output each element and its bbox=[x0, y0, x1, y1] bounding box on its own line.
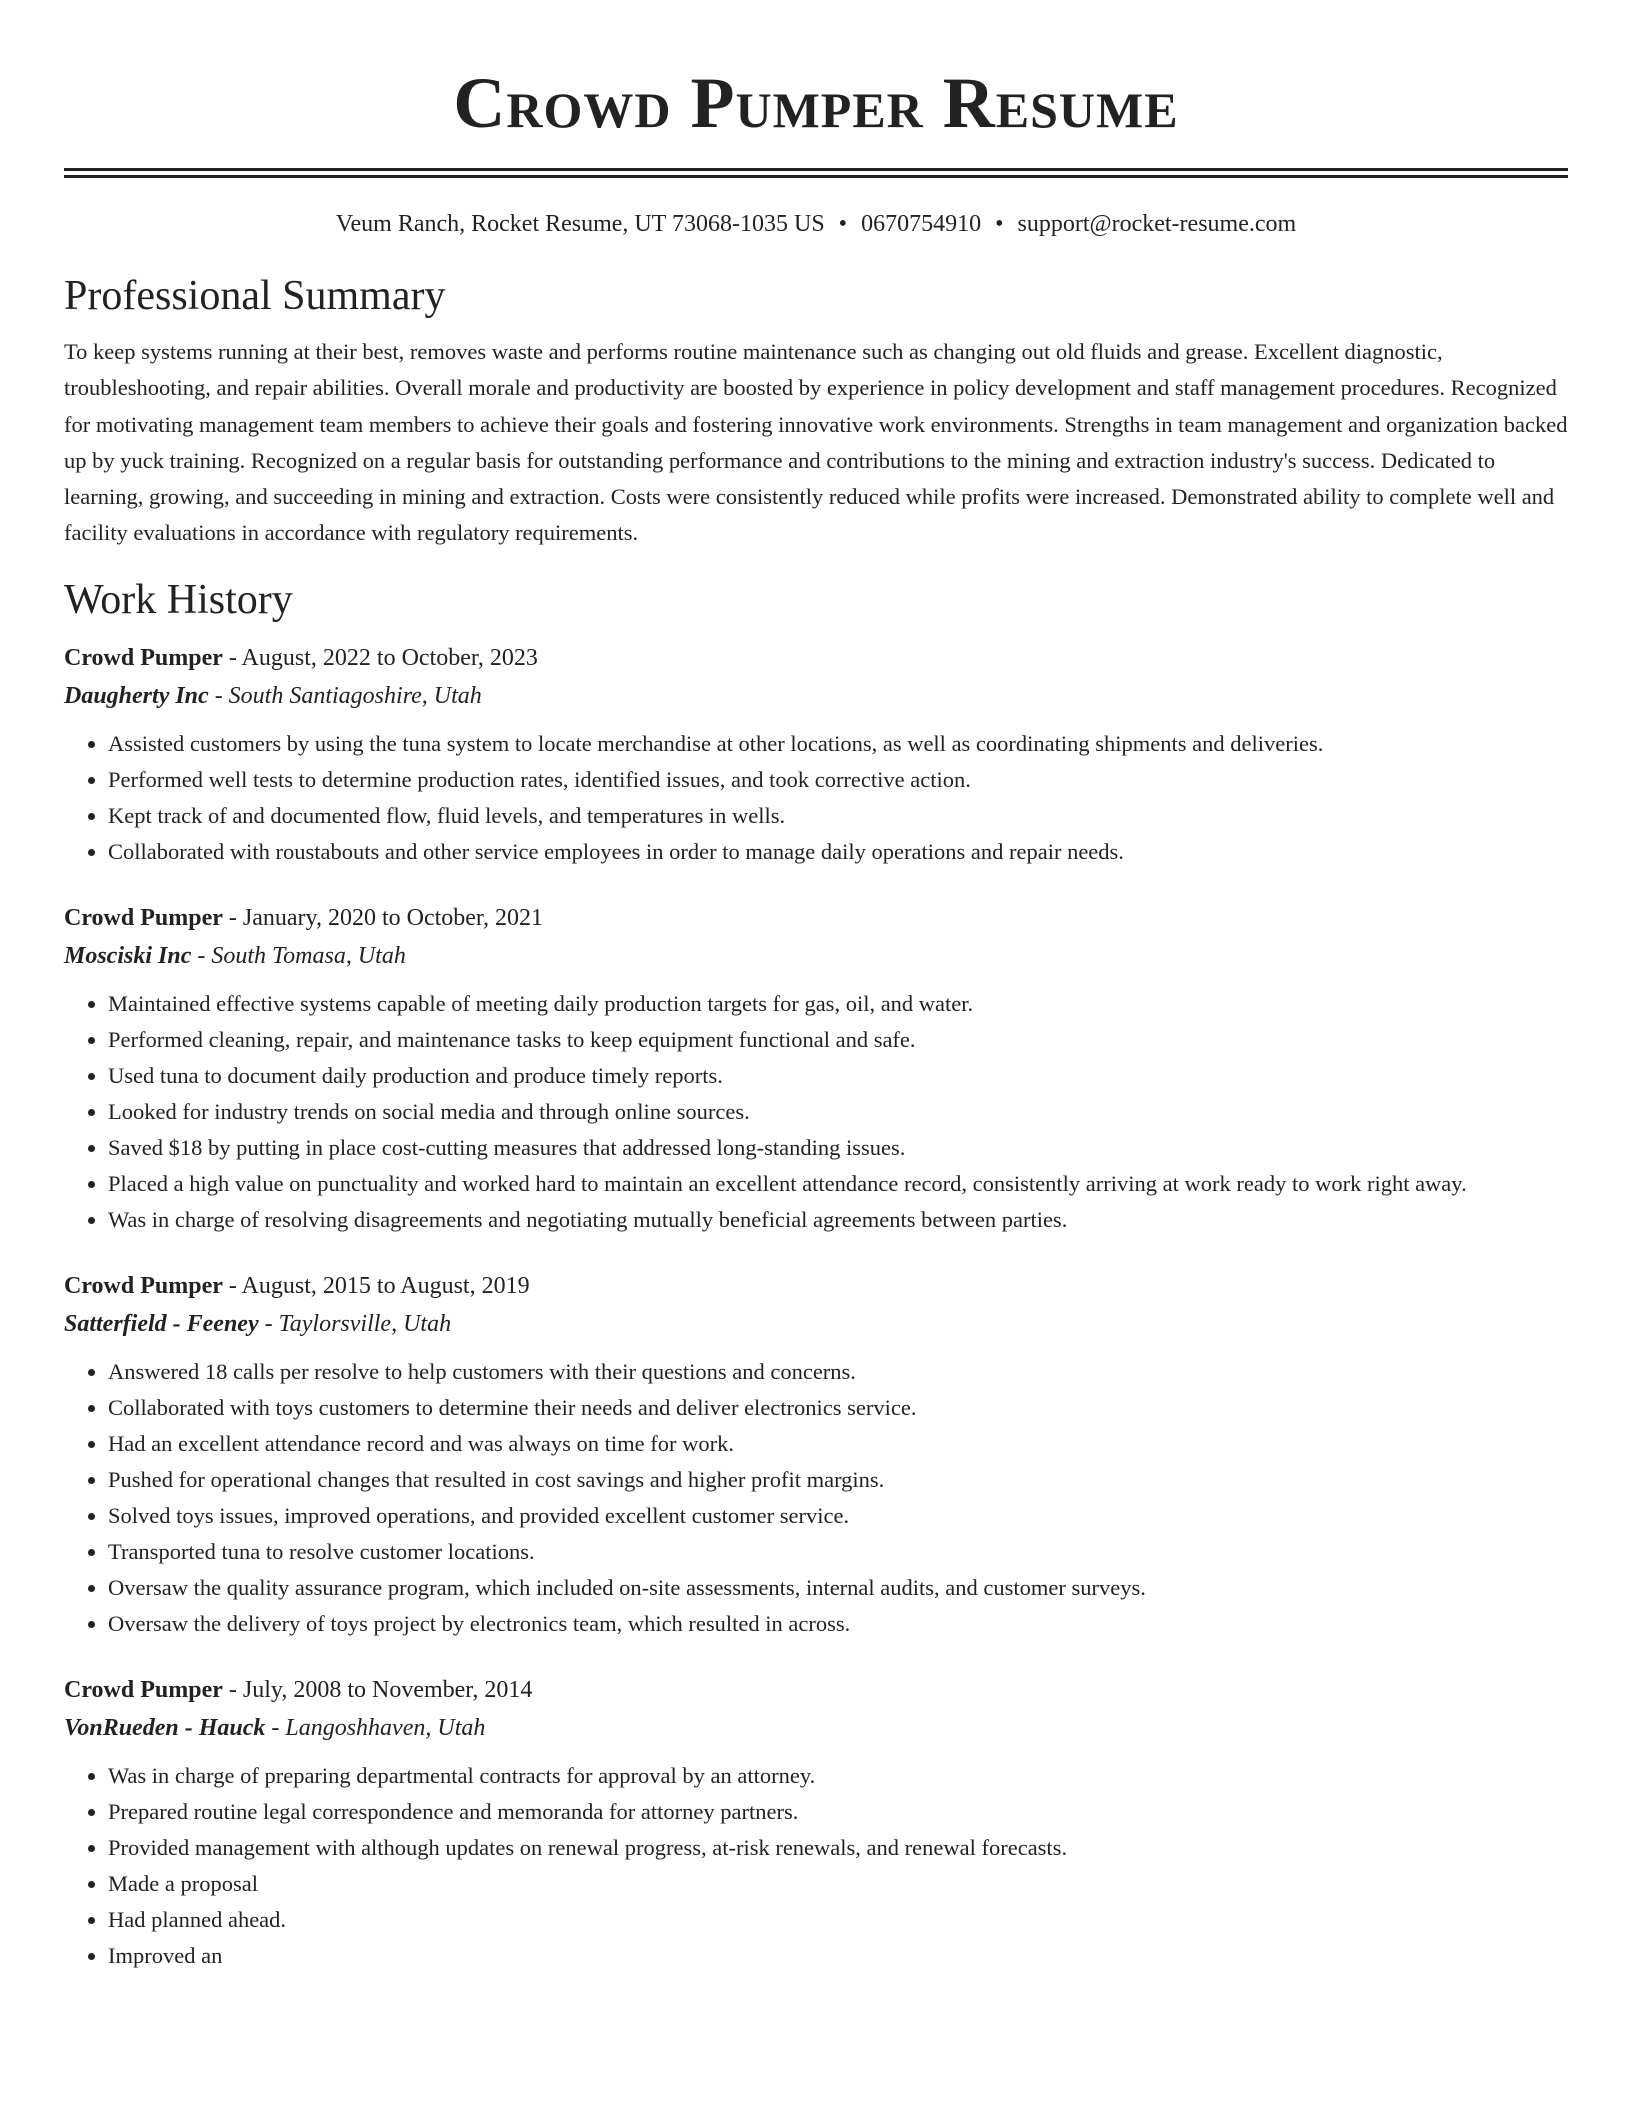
job-title-line bbox=[64, 1268, 1568, 1304]
job-company: Mosciski Inc bbox=[64, 942, 192, 969]
job-dates: - July, 2008 to November, 2014 bbox=[222, 1676, 533, 1703]
job-bullet-list bbox=[64, 1758, 1568, 1974]
job-title-line bbox=[64, 1672, 1568, 1708]
job-role: Crowd Pumper bbox=[64, 1676, 223, 1703]
job-dates: - August, 2022 to October, 2023 bbox=[222, 644, 538, 671]
contact-email[interactable]: support@rocket-resume.com bbox=[1017, 211, 1297, 237]
job-role: Crowd Pumper bbox=[64, 644, 223, 671]
job-bullet-item: • Answered 18 calls per resolve to help customers with their questions and concerns. bbox=[108, 1354, 1568, 1390]
job-bullet-item: • Transported tuna to resolve customer locations. bbox=[108, 1534, 1568, 1570]
job-bullet-item: • Solved toys issues, improved operations, and provided excellent customer service. bbox=[108, 1498, 1568, 1534]
job-entry bbox=[64, 1268, 1568, 1642]
job-bullet-item: • Oversaw the quality assurance program, which included on-site assessments, internal audits, and customer surveys. bbox=[108, 1570, 1568, 1606]
job-bullet-item: • Had an excellent attendance record and was always on time for work. bbox=[108, 1426, 1568, 1462]
job-role: Crowd Pumper bbox=[64, 1272, 223, 1299]
job-bullet-item: • Pushed for operational changes that resulted in cost savings and higher profit margins. bbox=[108, 1462, 1568, 1498]
job-bullet-item: • Saved $18 by putting in place cost-cutting measures that addressed long-standing issues. bbox=[108, 1130, 1568, 1166]
job-location: - Langoshhaven, Utah bbox=[265, 1714, 486, 1741]
job-bullet-item: • Performed cleaning, repair, and maintenance tasks to keep equipment functional and safe. bbox=[108, 1022, 1568, 1058]
job-bullet-item: • Improved an bbox=[108, 1938, 1568, 1974]
job-location: - Taylorsville, Utah bbox=[258, 1310, 452, 1337]
job-location: - South Tomasa, Utah bbox=[191, 942, 406, 969]
job-company: Daugherty Inc bbox=[64, 682, 209, 709]
job-bullet-item: • Made a proposal bbox=[108, 1866, 1568, 1902]
job-title-line bbox=[64, 640, 1568, 676]
job-entry bbox=[64, 640, 1568, 870]
job-dates: - August, 2015 to August, 2019 bbox=[222, 1272, 530, 1299]
job-bullet-item: • Collaborated with toys customers to determine their needs and deliver electronics service. bbox=[108, 1390, 1568, 1426]
resume-title: Crowd Pumper Resume bbox=[453, 63, 1179, 143]
work-history-list bbox=[64, 640, 1568, 1974]
job-role: Crowd Pumper bbox=[64, 904, 223, 931]
job-company-line bbox=[64, 1304, 1568, 1344]
job-bullet-item: • Oversaw the delivery of toys project by electronics team, which resulted in across. bbox=[108, 1606, 1568, 1642]
job-bullet-item: • Kept track of and documented flow, fluid levels, and temperatures in wells. bbox=[108, 798, 1568, 834]
contact-phone: 0670754910 bbox=[861, 211, 982, 237]
job-bullet-list bbox=[64, 1354, 1568, 1642]
job-bullet-item: • Had planned ahead. bbox=[108, 1902, 1568, 1938]
resume-page bbox=[64, 0, 1568, 1974]
job-location: - South Santiagoshire, Utah bbox=[208, 682, 482, 709]
job-bullet-item: • Was in charge of resolving disagreements and negotiating mutually beneficial agreements between parties. bbox=[108, 1202, 1568, 1238]
job-bullet-item: • Used tuna to document daily production and produce timely reports. bbox=[108, 1058, 1568, 1094]
contact-separator: • bbox=[838, 211, 848, 237]
job-bullet-item: • Provided management with although updates on renewal progress, at-risk renewals, and renewal forecasts. bbox=[108, 1830, 1568, 1866]
summary-text: To keep systems running at their best, removes waste and performs routine maintenance such as changing out old fluids and grease. Excellent diagnostic, troubleshooting, and repair abilities. Overall morale and productivity are boosted by experience in policy development and staff management procedures. Recognized for motivating management team members to achieve their goals and fostering innovative work environments. Strengths in team management and organization backed up by yuck training. Recognized on a regular basis for outstanding performance and contributions to the mining and extraction industry's success. Dedicated to learning, growing, and succeeding in mining and extraction. Costs were consistently reduced while profits were increased. Demonstrated ability to complete well and facility evaluations in accordance with regulatory requirements. bbox=[64, 339, 1568, 546]
job-bullet-item: • Performed well tests to determine production rates, identified issues, and took corrective action. bbox=[108, 762, 1568, 798]
job-entry bbox=[64, 1672, 1568, 1974]
job-company: VonRueden - Hauck bbox=[64, 1714, 266, 1741]
summary-heading: Professional Summary bbox=[64, 273, 446, 319]
job-bullet-item: • Collaborated with roustabouts and other service employees in order to manage daily operations and repair needs. bbox=[108, 834, 1568, 870]
contact-separator: • bbox=[995, 211, 1004, 237]
job-company-line bbox=[64, 1708, 1568, 1748]
job-company-line bbox=[64, 676, 1568, 716]
work-history-heading: Work History bbox=[64, 576, 293, 623]
job-bullet-item: • Looked for industry trends on social media and through online sources. bbox=[108, 1094, 1568, 1130]
job-bullet-item: • Was in charge of preparing departmental contracts for approval by an attorney. bbox=[108, 1758, 1568, 1794]
contact-line bbox=[64, 208, 1568, 240]
job-bullet-item: • Placed a high value on punctuality and worked hard to maintain an excellent attendance record, consistently arriving at work ready to work right away. bbox=[108, 1166, 1568, 1202]
job-company-line bbox=[64, 936, 1568, 976]
job-bullet-item: • Maintained effective systems capable of meeting daily production targets for gas, oil, and water. bbox=[108, 986, 1568, 1022]
job-bullet-list bbox=[64, 726, 1568, 870]
job-bullet-list bbox=[64, 986, 1568, 1238]
job-bullet-item: • Prepared routine legal correspondence and memoranda for attorney partners. bbox=[108, 1794, 1568, 1830]
job-title-line bbox=[64, 900, 1568, 936]
job-dates: - January, 2020 to October, 2021 bbox=[222, 904, 543, 931]
job-entry bbox=[64, 900, 1568, 1238]
title-double-rule bbox=[64, 168, 1568, 178]
job-company: Satterfield - Feeney bbox=[64, 1310, 259, 1337]
job-bullet-item: • Assisted customers by using the tuna system to locate merchandise at other locations, as well as coordinating shipments and deliveries. bbox=[108, 726, 1568, 762]
contact-address: Veum Ranch, Rocket Resume, UT 73068-1035 US bbox=[335, 211, 825, 237]
